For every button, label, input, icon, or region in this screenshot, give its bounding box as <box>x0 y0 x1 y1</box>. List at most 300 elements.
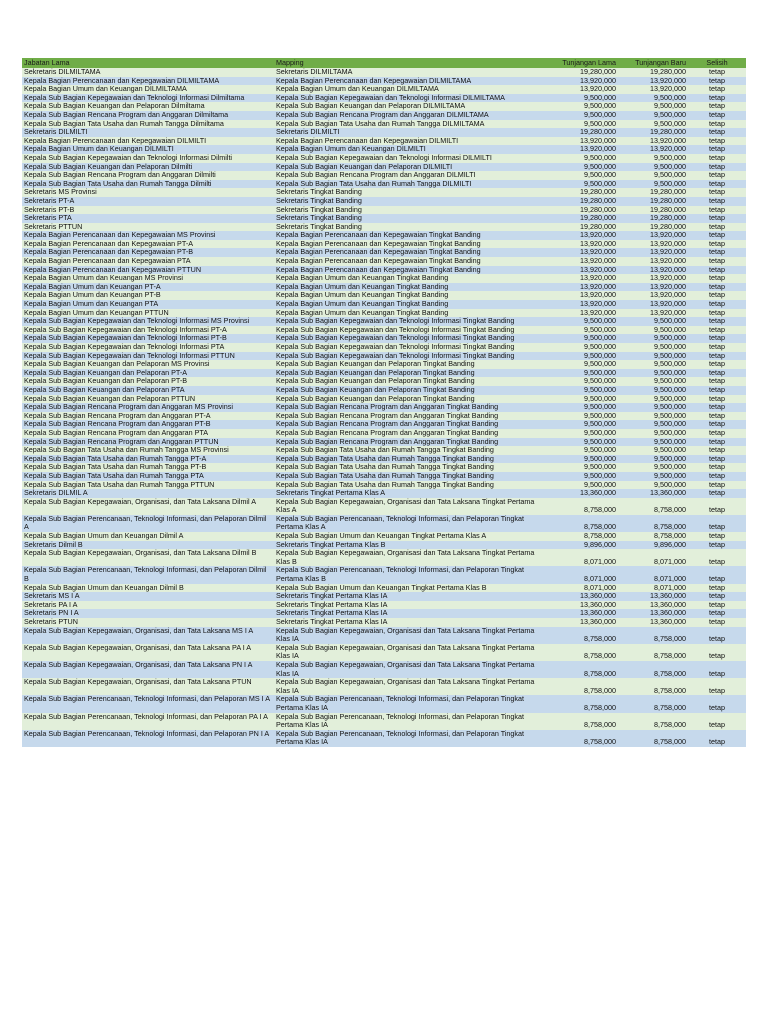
table-row <box>22 128 746 137</box>
cell-mapping: Kepala Sub Bagian Kepegawaian dan Teknologi Informasi DILMILTAMA <box>274 94 544 103</box>
cell-tunjangan-lama: 9,500,000 <box>544 472 618 481</box>
cell-tunjangan-lama: 9,500,000 <box>544 395 618 404</box>
cell-mapping: Kepala Sub Bagian Rencana Program dan Anggaran Tingkat Banding <box>274 412 544 421</box>
cell-mapping: Kepala Sub Bagian Kepegawaian dan Teknologi Informasi Tingkat Banding <box>274 326 544 335</box>
cell-selisih: tetap <box>688 730 746 747</box>
cell-tunjangan-lama: 13,920,000 <box>544 291 618 300</box>
cell-mapping: Kepala Sub Bagian Kepegawaian dan Teknologi Informasi Tingkat Banding <box>274 352 544 361</box>
cell-tunjangan-baru: 9,500,000 <box>618 180 688 189</box>
cell-tunjangan-baru: 13,360,000 <box>618 609 688 618</box>
cell-tunjangan-lama: 9,500,000 <box>544 369 618 378</box>
cell-mapping: Kepala Sub Bagian Rencana Program dan Anggaran Tingkat Banding <box>274 420 544 429</box>
cell-tunjangan-baru: 9,500,000 <box>618 343 688 352</box>
cell-tunjangan-baru: 13,920,000 <box>618 248 688 257</box>
cell-jabatan-lama: Kepala Sub Bagian Kepegawaian dan Teknologi Informasi PT-A <box>22 326 274 335</box>
cell-mapping: Kepala Sub Bagian Rencana Program dan Anggaran Tingkat Banding <box>274 403 544 412</box>
cell-mapping: Kepala Sub Bagian Keuangan dan Pelaporan Tingkat Banding <box>274 395 544 404</box>
cell-mapping: Kepala Sub Bagian Keuangan dan Pelaporan Tingkat Banding <box>274 369 544 378</box>
cell-tunjangan-baru: 9,500,000 <box>618 395 688 404</box>
cell-jabatan-lama: Sekretaris PT-B <box>22 206 274 215</box>
cell-tunjangan-lama: 9,500,000 <box>544 334 618 343</box>
cell-tunjangan-lama: 13,920,000 <box>544 85 618 94</box>
cell-tunjangan-baru: 19,280,000 <box>618 206 688 215</box>
table-row <box>22 532 746 541</box>
cell-selisih: tetap <box>688 334 746 343</box>
cell-jabatan-lama: Kepala Sub Bagian Tata Usaha dan Rumah Tangga Dilmiltama <box>22 120 274 129</box>
cell-mapping: Kepala Bagian Umum dan Keuangan DILMILTI <box>274 145 544 154</box>
cell-mapping: Kepala Sub Bagian Rencana Program dan Anggaran Tingkat Banding <box>274 438 544 447</box>
cell-tunjangan-baru: 9,500,000 <box>618 446 688 455</box>
table-row <box>22 291 746 300</box>
cell-tunjangan-lama: 9,500,000 <box>544 455 618 464</box>
cell-tunjangan-baru: 19,280,000 <box>618 68 688 77</box>
table-row <box>22 257 746 266</box>
cell-mapping: Sekretaris DILMILTAMA <box>274 68 544 77</box>
cell-mapping: Kepala Bagian Umum dan Keuangan Tingkat Banding <box>274 274 544 283</box>
cell-tunjangan-lama: 9,500,000 <box>544 386 618 395</box>
table-body <box>22 68 746 747</box>
cell-selisih: tetap <box>688 352 746 361</box>
cell-tunjangan-lama: 13,920,000 <box>544 137 618 146</box>
cell-selisih: tetap <box>688 455 746 464</box>
cell-jabatan-lama: Kepala Sub Bagian Kepegawaian dan Teknologi Informasi Dilmiltama <box>22 94 274 103</box>
table-row <box>22 223 746 232</box>
cell-tunjangan-baru: 9,500,000 <box>618 481 688 490</box>
cell-mapping: Kepala Sub Bagian Tata Usaha dan Rumah Tangga Tingkat Banding <box>274 481 544 490</box>
cell-tunjangan-baru: 9,500,000 <box>618 111 688 120</box>
cell-tunjangan-lama: 9,500,000 <box>544 94 618 103</box>
cell-jabatan-lama: Kepala Bagian Perencanaan dan Kepegawaian DILMILTAMA <box>22 77 274 86</box>
cell-jabatan-lama: Kepala Sub Bagian Keuangan dan Pelaporan Dilmiltama <box>22 102 274 111</box>
cell-selisih: tetap <box>688 291 746 300</box>
cell-tunjangan-baru: 13,920,000 <box>618 231 688 240</box>
cell-tunjangan-lama: 9,500,000 <box>544 163 618 172</box>
table-row <box>22 300 746 309</box>
cell-jabatan-lama: Kepala Bagian Umum dan Keuangan PT-B <box>22 291 274 300</box>
cell-tunjangan-baru: 9,500,000 <box>618 403 688 412</box>
cell-tunjangan-lama: 9,500,000 <box>544 481 618 490</box>
cell-tunjangan-lama: 13,920,000 <box>544 240 618 249</box>
cell-tunjangan-baru: 13,920,000 <box>618 283 688 292</box>
cell-selisih: tetap <box>688 584 746 593</box>
cell-tunjangan-baru: 9,500,000 <box>618 369 688 378</box>
cell-jabatan-lama: Kepala Sub Bagian Keuangan dan Pelaporan PT-B <box>22 377 274 386</box>
cell-jabatan-lama: Kepala Sub Bagian Kepegawaian, Organisasi, dan Tata Laksana MS I A <box>22 627 274 644</box>
cell-selisih: tetap <box>688 678 746 695</box>
cell-tunjangan-baru: 9,500,000 <box>618 326 688 335</box>
cell-mapping: Kepala Bagian Perencanaan dan Kepegawaian Tingkat Banding <box>274 266 544 275</box>
cell-jabatan-lama: Kepala Sub Bagian Kepegawaian, Organisasi, dan Tata Laksana Dilmil B <box>22 549 274 566</box>
cell-tunjangan-lama: 13,360,000 <box>544 601 618 610</box>
cell-tunjangan-baru: 9,500,000 <box>618 429 688 438</box>
cell-selisih: tetap <box>688 240 746 249</box>
cell-mapping: Sekretaris Tingkat Banding <box>274 188 544 197</box>
cell-tunjangan-lama: 19,280,000 <box>544 223 618 232</box>
cell-selisih: tetap <box>688 214 746 223</box>
cell-tunjangan-lama: 9,500,000 <box>544 360 618 369</box>
cell-selisih: tetap <box>688 609 746 618</box>
cell-tunjangan-baru: 8,758,000 <box>618 730 688 747</box>
cell-jabatan-lama: Sekretaris PTUN <box>22 618 274 627</box>
table-row <box>22 455 746 464</box>
cell-mapping: Kepala Sub Bagian Kepegawaian dan Teknologi Informasi DILMILTI <box>274 154 544 163</box>
cell-jabatan-lama: Kepala Bagian Perencanaan dan Kepegawaian MS Provinsi <box>22 231 274 240</box>
table-row <box>22 395 746 404</box>
cell-mapping: Sekretaris Tingkat Pertama Klas IA <box>274 601 544 610</box>
cell-selisih: tetap <box>688 369 746 378</box>
cell-jabatan-lama: Kepala Sub Bagian Tata Usaha dan Rumah Tangga PT-A <box>22 455 274 464</box>
cell-tunjangan-lama: 9,500,000 <box>544 171 618 180</box>
cell-jabatan-lama: Kepala Sub Bagian Umum dan Keuangan Dilmil A <box>22 532 274 541</box>
cell-tunjangan-baru: 13,920,000 <box>618 300 688 309</box>
cell-tunjangan-baru: 13,920,000 <box>618 309 688 318</box>
cell-mapping: Sekretaris Tingkat Pertama Klas IA <box>274 592 544 601</box>
cell-tunjangan-lama: 9,500,000 <box>544 403 618 412</box>
cell-jabatan-lama: Kepala Bagian Perencanaan dan Kepegawaian DILMILTI <box>22 137 274 146</box>
cell-selisih: tetap <box>688 257 746 266</box>
cell-selisih: tetap <box>688 309 746 318</box>
table-row <box>22 77 746 86</box>
cell-tunjangan-lama: 9,500,000 <box>544 352 618 361</box>
table-row <box>22 326 746 335</box>
cell-jabatan-lama: Kepala Sub Bagian Rencana Program dan Anggaran Dilmilti <box>22 171 274 180</box>
cell-jabatan-lama: Kepala Sub Bagian Perencanaan, Teknologi Informasi, dan Pelaporan PA I A <box>22 713 274 730</box>
cell-mapping: Kepala Bagian Perencanaan dan Kepegawaian Tingkat Banding <box>274 257 544 266</box>
cell-selisih: tetap <box>688 420 746 429</box>
cell-tunjangan-lama: 8,758,000 <box>544 515 618 532</box>
cell-selisih: tetap <box>688 541 746 550</box>
table-row <box>22 438 746 447</box>
cell-tunjangan-baru: 8,758,000 <box>618 644 688 661</box>
cell-jabatan-lama: Kepala Sub Bagian Kepegawaian dan Teknologi Informasi PTTUN <box>22 352 274 361</box>
cell-selisih: tetap <box>688 248 746 257</box>
cell-tunjangan-lama: 13,360,000 <box>544 618 618 627</box>
cell-jabatan-lama: Kepala Sub Bagian Keuangan dan Pelaporan Dilmilti <box>22 163 274 172</box>
cell-jabatan-lama: Kepala Sub Bagian Keuangan dan Pelaporan PT-A <box>22 369 274 378</box>
cell-mapping: Kepala Bagian Perencanaan dan Kepegawaian DILMILTAMA <box>274 77 544 86</box>
table-row <box>22 102 746 111</box>
cell-tunjangan-lama: 9,500,000 <box>544 180 618 189</box>
cell-tunjangan-lama: 9,500,000 <box>544 438 618 447</box>
cell-selisih: tetap <box>688 206 746 215</box>
cell-tunjangan-baru: 9,500,000 <box>618 420 688 429</box>
cell-selisih: tetap <box>688 85 746 94</box>
cell-jabatan-lama: Kepala Sub Bagian Rencana Program dan Anggaran Dilmiltama <box>22 111 274 120</box>
cell-mapping: Sekretaris Tingkat Banding <box>274 197 544 206</box>
cell-jabatan-lama: Kepala Sub Bagian Rencana Program dan Anggaran PTA <box>22 429 274 438</box>
cell-mapping: Kepala Sub Bagian Kepegawaian dan Teknologi Informasi Tingkat Banding <box>274 317 544 326</box>
cell-tunjangan-baru: 9,500,000 <box>618 163 688 172</box>
cell-jabatan-lama: Kepala Bagian Umum dan Keuangan PTA <box>22 300 274 309</box>
cell-tunjangan-lama: 9,500,000 <box>544 446 618 455</box>
cell-selisih: tetap <box>688 515 746 532</box>
cell-tunjangan-baru: 13,920,000 <box>618 266 688 275</box>
cell-tunjangan-lama: 9,500,000 <box>544 120 618 129</box>
cell-mapping: Kepala Sub Bagian Kepegawaian, Organisasi dan Tata Laksana Tingkat Pertama Klas IA <box>274 627 544 644</box>
cell-tunjangan-lama: 13,360,000 <box>544 489 618 498</box>
cell-tunjangan-lama: 8,758,000 <box>544 498 618 515</box>
cell-mapping: Sekretaris Tingkat Pertama Klas IA <box>274 609 544 618</box>
cell-mapping: Kepala Sub Bagian Rencana Program dan Anggaran DILMILTI <box>274 171 544 180</box>
cell-selisih: tetap <box>688 472 746 481</box>
table-row <box>22 472 746 481</box>
table-row <box>22 618 746 627</box>
cell-jabatan-lama: Sekretaris PTTUN <box>22 223 274 232</box>
table-row <box>22 111 746 120</box>
cell-tunjangan-lama: 8,071,000 <box>544 549 618 566</box>
cell-mapping: Kepala Sub Bagian Keuangan dan Pelaporan DILMILTI <box>274 163 544 172</box>
cell-selisih: tetap <box>688 171 746 180</box>
cell-tunjangan-lama: 19,280,000 <box>544 206 618 215</box>
cell-tunjangan-lama: 8,071,000 <box>544 584 618 593</box>
cell-jabatan-lama: Kepala Sub Bagian Keuangan dan Pelaporan PTA <box>22 386 274 395</box>
cell-tunjangan-baru: 8,758,000 <box>618 661 688 678</box>
cell-selisih: tetap <box>688 438 746 447</box>
table-row <box>22 369 746 378</box>
table-row <box>22 197 746 206</box>
cell-mapping: Kepala Sub Bagian Tata Usaha dan Rumah Tangga Tingkat Banding <box>274 463 544 472</box>
cell-selisih: tetap <box>688 326 746 335</box>
table-row <box>22 481 746 490</box>
cell-mapping: Kepala Sub Bagian Rencana Program dan Anggaran DILMILTAMA <box>274 111 544 120</box>
table-row <box>22 68 746 77</box>
cell-selisih: tetap <box>688 446 746 455</box>
cell-tunjangan-baru: 9,500,000 <box>618 120 688 129</box>
cell-tunjangan-lama: 13,920,000 <box>544 257 618 266</box>
cell-tunjangan-lama: 8,758,000 <box>544 644 618 661</box>
header-selisih: Selisih <box>688 58 746 68</box>
cell-mapping: Sekretaris Tingkat Pertama Klas B <box>274 541 544 550</box>
cell-mapping: Kepala Sub Bagian Perencanaan, Teknologi Informasi, dan Pelaporan Tingkat Pertama Klas IA <box>274 713 544 730</box>
cell-tunjangan-baru: 8,071,000 <box>618 584 688 593</box>
cell-selisih: tetap <box>688 429 746 438</box>
table-row <box>22 317 746 326</box>
cell-jabatan-lama: Kepala Sub Bagian Tata Usaha dan Rumah Tangga PTA <box>22 472 274 481</box>
cell-mapping: Kepala Sub Bagian Tata Usaha dan Rumah Tangga Tingkat Banding <box>274 446 544 455</box>
table-row <box>22 283 746 292</box>
cell-jabatan-lama: Kepala Sub Bagian Keuangan dan Pelaporan MS Provinsi <box>22 360 274 369</box>
cell-jabatan-lama: Kepala Bagian Perencanaan dan Kepegawaian PTTUN <box>22 266 274 275</box>
table-row <box>22 309 746 318</box>
cell-jabatan-lama: Kepala Sub Bagian Rencana Program dan Anggaran PT-A <box>22 412 274 421</box>
cell-tunjangan-lama: 9,500,000 <box>544 377 618 386</box>
cell-jabatan-lama: Kepala Bagian Perencanaan dan Kepegawaian PT-B <box>22 248 274 257</box>
cell-tunjangan-lama: 9,500,000 <box>544 412 618 421</box>
cell-tunjangan-baru: 8,758,000 <box>618 713 688 730</box>
cell-tunjangan-baru: 13,920,000 <box>618 257 688 266</box>
cell-tunjangan-lama: 8,758,000 <box>544 678 618 695</box>
cell-selisih: tetap <box>688 163 746 172</box>
cell-jabatan-lama: Sekretaris DILMILTI <box>22 128 274 137</box>
cell-tunjangan-baru: 9,500,000 <box>618 463 688 472</box>
cell-tunjangan-baru: 19,280,000 <box>618 128 688 137</box>
cell-jabatan-lama: Kepala Bagian Umum dan Keuangan MS Provinsi <box>22 274 274 283</box>
cell-selisih: tetap <box>688 713 746 730</box>
cell-selisih: tetap <box>688 283 746 292</box>
cell-mapping: Kepala Bagian Perencanaan dan Kepegawaian DILMILTI <box>274 137 544 146</box>
cell-selisih: tetap <box>688 498 746 515</box>
cell-tunjangan-lama: 19,280,000 <box>544 214 618 223</box>
cell-jabatan-lama: Kepala Bagian Perencanaan dan Kepegawaian PT-A <box>22 240 274 249</box>
cell-tunjangan-baru: 19,280,000 <box>618 197 688 206</box>
cell-jabatan-lama: Sekretaris PT-A <box>22 197 274 206</box>
cell-tunjangan-baru: 9,500,000 <box>618 455 688 464</box>
cell-selisih: tetap <box>688 403 746 412</box>
cell-jabatan-lama: Kepala Sub Bagian Perencanaan, Teknologi Informasi, dan Pelaporan MS I A <box>22 695 274 712</box>
cell-mapping: Kepala Sub Bagian Keuangan dan Pelaporan Tingkat Banding <box>274 360 544 369</box>
cell-jabatan-lama: Kepala Sub Bagian Tata Usaha dan Rumah Tangga Dilmilti <box>22 180 274 189</box>
cell-jabatan-lama: Sekretaris MS Provinsi <box>22 188 274 197</box>
cell-jabatan-lama: Kepala Sub Bagian Rencana Program dan Anggaran MS Provinsi <box>22 403 274 412</box>
cell-tunjangan-lama: 13,920,000 <box>544 145 618 154</box>
allowance-table <box>22 58 746 747</box>
cell-tunjangan-lama: 8,758,000 <box>544 661 618 678</box>
cell-tunjangan-lama: 13,920,000 <box>544 300 618 309</box>
cell-tunjangan-lama: 9,500,000 <box>544 111 618 120</box>
cell-mapping: Sekretaris Tingkat Banding <box>274 206 544 215</box>
cell-tunjangan-baru: 9,500,000 <box>618 334 688 343</box>
cell-tunjangan-lama: 19,280,000 <box>544 188 618 197</box>
table-row <box>22 386 746 395</box>
cell-jabatan-lama: Kepala Sub Bagian Tata Usaha dan Rumah Tangga PT-B <box>22 463 274 472</box>
cell-selisih: tetap <box>688 94 746 103</box>
cell-jabatan-lama: Kepala Bagian Umum dan Keuangan DILMILTAMA <box>22 85 274 94</box>
cell-tunjangan-baru: 13,920,000 <box>618 137 688 146</box>
cell-mapping: Kepala Sub Bagian Perencanaan, Teknologi Informasi, dan Pelaporan Tingkat Pertama Klas IA <box>274 695 544 712</box>
cell-selisih: tetap <box>688 317 746 326</box>
table-row <box>22 463 746 472</box>
cell-tunjangan-lama: 8,758,000 <box>544 627 618 644</box>
cell-mapping: Kepala Sub Bagian Perencanaan, Teknologi Informasi, dan Pelaporan Tingkat Pertama Klas IA <box>274 730 544 747</box>
cell-tunjangan-baru: 9,500,000 <box>618 438 688 447</box>
cell-mapping: Kepala Sub Bagian Kepegawaian dan Teknologi Informasi Tingkat Banding <box>274 334 544 343</box>
table-row <box>22 248 746 257</box>
cell-selisih: tetap <box>688 627 746 644</box>
cell-mapping: Kepala Sub Bagian Keuangan dan Pelaporan DILMILTAMA <box>274 102 544 111</box>
table-row <box>22 627 746 644</box>
cell-tunjangan-baru: 19,280,000 <box>618 223 688 232</box>
cell-selisih: tetap <box>688 343 746 352</box>
cell-selisih: tetap <box>688 197 746 206</box>
cell-selisih: tetap <box>688 412 746 421</box>
cell-tunjangan-lama: 9,500,000 <box>544 326 618 335</box>
cell-selisih: tetap <box>688 128 746 137</box>
cell-tunjangan-baru: 9,896,000 <box>618 541 688 550</box>
table-row <box>22 163 746 172</box>
cell-mapping: Kepala Sub Bagian Keuangan dan Pelaporan Tingkat Banding <box>274 377 544 386</box>
cell-mapping: Kepala Sub Bagian Tata Usaha dan Rumah Tangga DILMILTAMA <box>274 120 544 129</box>
table-row <box>22 334 746 343</box>
table-row <box>22 206 746 215</box>
cell-tunjangan-baru: 8,758,000 <box>618 515 688 532</box>
table-row <box>22 154 746 163</box>
cell-jabatan-lama: Kepala Sub Bagian Perencanaan, Teknologi Informasi, dan Pelaporan Dilmil B <box>22 566 274 583</box>
table-row <box>22 94 746 103</box>
cell-selisih: tetap <box>688 532 746 541</box>
cell-mapping: Kepala Bagian Umum dan Keuangan Tingkat Banding <box>274 300 544 309</box>
cell-mapping: Kepala Sub Bagian Kepegawaian, Organisasi dan Tata Laksana Tingkat Pertama Klas B <box>274 549 544 566</box>
cell-jabatan-lama: Kepala Sub Bagian Perencanaan, Teknologi Informasi, dan Pelaporan PN I A <box>22 730 274 747</box>
cell-selisih: tetap <box>688 695 746 712</box>
cell-mapping: Kepala Sub Bagian Kepegawaian dan Teknologi Informasi Tingkat Banding <box>274 343 544 352</box>
cell-jabatan-lama: Kepala Sub Bagian Kepegawaian dan Teknologi Informasi PT-B <box>22 334 274 343</box>
table-row <box>22 120 746 129</box>
cell-tunjangan-baru: 13,360,000 <box>618 618 688 627</box>
header-tunjangan-baru: Tunjangan Baru <box>618 58 688 68</box>
cell-tunjangan-baru: 13,920,000 <box>618 145 688 154</box>
table-row <box>22 420 746 429</box>
table-row <box>22 549 746 566</box>
cell-selisih: tetap <box>688 463 746 472</box>
cell-selisih: tetap <box>688 274 746 283</box>
cell-jabatan-lama: Kepala Bagian Umum dan Keuangan PT-A <box>22 283 274 292</box>
cell-selisih: tetap <box>688 395 746 404</box>
cell-selisih: tetap <box>688 566 746 583</box>
cell-tunjangan-baru: 9,500,000 <box>618 352 688 361</box>
cell-tunjangan-baru: 8,758,000 <box>618 532 688 541</box>
cell-jabatan-lama: Sekretaris PA I A <box>22 601 274 610</box>
cell-tunjangan-baru: 13,920,000 <box>618 291 688 300</box>
cell-mapping: Kepala Sub Bagian Kepegawaian, Organisasi dan Tata Laksana Tingkat Pertama Klas IA <box>274 678 544 695</box>
cell-tunjangan-baru: 13,920,000 <box>618 240 688 249</box>
cell-selisih: tetap <box>688 120 746 129</box>
table-row <box>22 171 746 180</box>
cell-tunjangan-lama: 9,500,000 <box>544 420 618 429</box>
table-row <box>22 644 746 661</box>
cell-tunjangan-baru: 9,500,000 <box>618 472 688 481</box>
cell-tunjangan-lama: 13,920,000 <box>544 248 618 257</box>
cell-tunjangan-baru: 9,500,000 <box>618 102 688 111</box>
cell-tunjangan-lama: 8,758,000 <box>544 713 618 730</box>
cell-tunjangan-baru: 8,758,000 <box>618 627 688 644</box>
cell-tunjangan-baru: 9,500,000 <box>618 360 688 369</box>
cell-selisih: tetap <box>688 102 746 111</box>
cell-tunjangan-baru: 8,071,000 <box>618 566 688 583</box>
cell-jabatan-lama: Kepala Sub Bagian Kepegawaian, Organisasi, dan Tata Laksana PTUN <box>22 678 274 695</box>
cell-jabatan-lama: Sekretaris Dilmil B <box>22 541 274 550</box>
cell-tunjangan-lama: 9,500,000 <box>544 343 618 352</box>
header-row <box>22 58 746 68</box>
cell-tunjangan-baru: 13,360,000 <box>618 592 688 601</box>
cell-tunjangan-lama: 13,920,000 <box>544 283 618 292</box>
cell-tunjangan-lama: 9,500,000 <box>544 463 618 472</box>
cell-mapping: Kepala Sub Bagian Keuangan dan Pelaporan Tingkat Banding <box>274 386 544 395</box>
table-row <box>22 412 746 421</box>
cell-selisih: tetap <box>688 601 746 610</box>
cell-tunjangan-lama: 13,920,000 <box>544 266 618 275</box>
spreadsheet <box>22 58 746 747</box>
table-row <box>22 584 746 593</box>
table-row <box>22 231 746 240</box>
table-row <box>22 403 746 412</box>
cell-selisih: tetap <box>688 137 746 146</box>
cell-jabatan-lama: Sekretaris MS I A <box>22 592 274 601</box>
cell-jabatan-lama: Kepala Sub Bagian Kepegawaian dan Teknologi Informasi PTA <box>22 343 274 352</box>
cell-tunjangan-baru: 13,360,000 <box>618 601 688 610</box>
header-jabatan-lama: Jabatan Lama <box>22 58 274 68</box>
cell-mapping: Kepala Sub Bagian Perencanaan, Teknologi Informasi, dan Pelaporan Tingkat Pertama Klas B <box>274 566 544 583</box>
cell-tunjangan-lama: 8,758,000 <box>544 532 618 541</box>
cell-jabatan-lama: Kepala Bagian Umum dan Keuangan PTTUN <box>22 309 274 318</box>
cell-selisih: tetap <box>688 154 746 163</box>
cell-selisih: tetap <box>688 377 746 386</box>
cell-tunjangan-baru: 8,758,000 <box>618 695 688 712</box>
cell-selisih: tetap <box>688 68 746 77</box>
table-row <box>22 515 746 532</box>
cell-jabatan-lama: Kepala Sub Bagian Umum dan Keuangan Dilmil B <box>22 584 274 593</box>
cell-mapping: Sekretaris Tingkat Pertama Klas A <box>274 489 544 498</box>
table-row <box>22 274 746 283</box>
